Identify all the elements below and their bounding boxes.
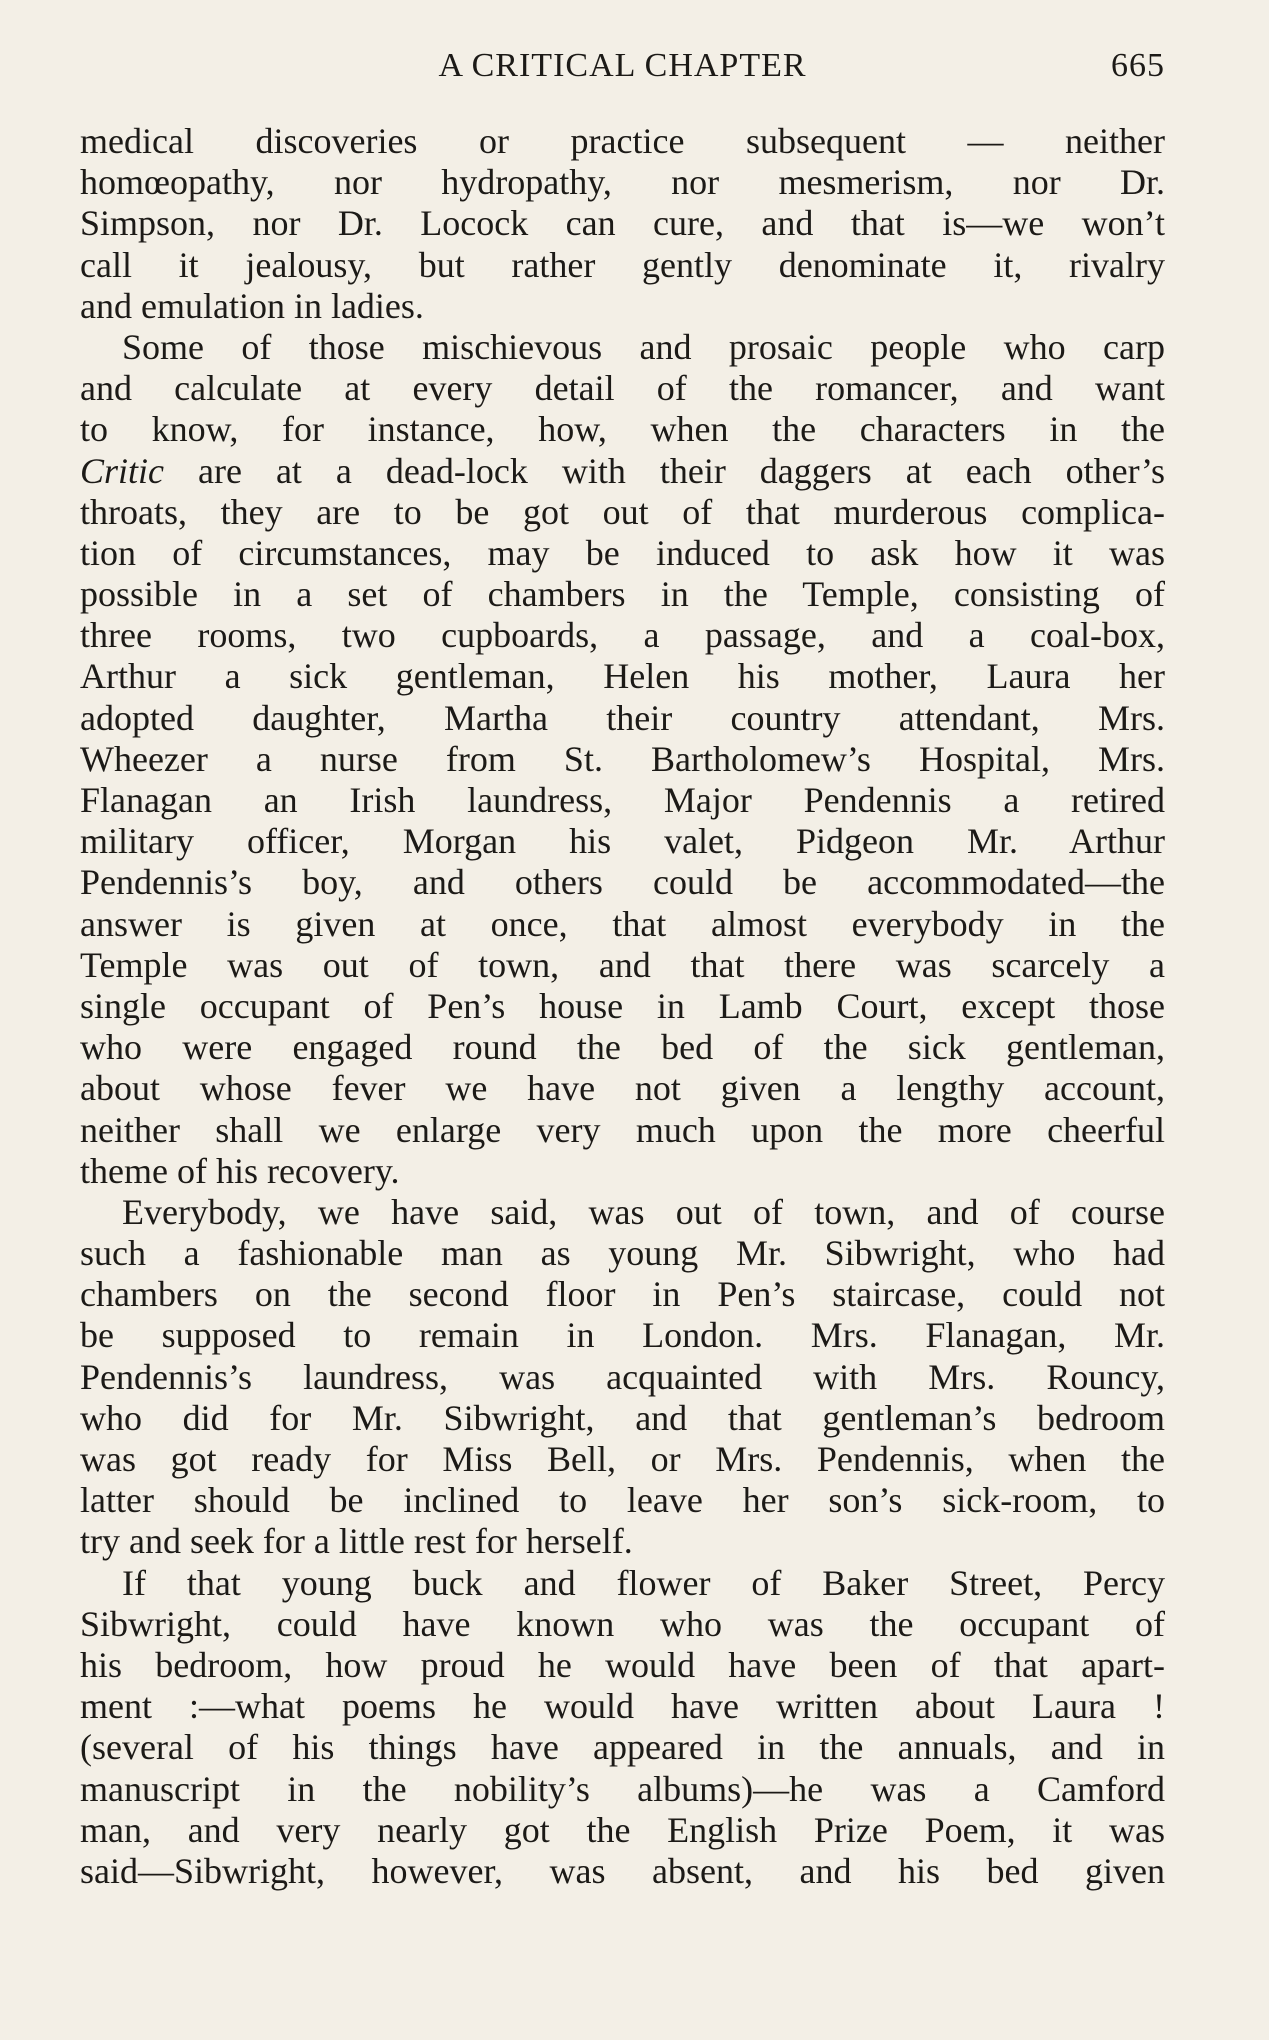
text-line: theme of his recovery.	[80, 1150, 400, 1191]
text-line: Some of those mischievous and prosaic people who carp	[122, 326, 1165, 367]
body-text	[80, 121, 1165, 1892]
text-line: neither shall we enlarge very much upon the more cheerful	[80, 1109, 1165, 1150]
text-line: Pendennis’s laundress, was acquainted with Mrs. Rouncy,	[80, 1356, 1165, 1397]
text-line: adopted daughter, Martha their country attendant, Mrs.	[80, 697, 1165, 738]
text-line: Pendennis’s boy, and others could be accommodated—the	[80, 862, 1165, 903]
text-line: and emulation in ladies.	[80, 285, 424, 326]
text-line: Temple was out of town, and that there was scarcely a	[80, 944, 1165, 985]
text-line: throats, they are to be got out of that murderous complica-	[80, 491, 1165, 532]
text-line: homœopathy, nor hydropathy, nor mesmerism, nor Dr.	[80, 162, 1165, 203]
italic-title-critic: Critic	[80, 450, 165, 491]
text-line: be supposed to remain in London. Mrs. Flanagan, Mr.	[80, 1315, 1165, 1356]
text-line: manuscript in the nobility’s albums)—he was a Camford	[80, 1768, 1165, 1809]
text-line: If that young buck and flower of Baker Street, Percy	[122, 1562, 1165, 1603]
text-line: call it jealousy, but rather gently denominate it, rivalry	[80, 244, 1165, 285]
text-line: his bedroom, how proud he would have been of that apart-	[80, 1644, 1165, 1685]
text-line: medical discoveries or practice subsequent — neither	[80, 121, 1165, 161]
running-head	[80, 40, 1165, 92]
text-line: answer is given at once, that almost everybody in the	[80, 903, 1165, 944]
text-line: Sibwright, could have known who was the occupant of	[80, 1603, 1165, 1644]
text-line: military officer, Morgan his valet, Pidgeon Mr. Arthur	[80, 821, 1165, 862]
text-line: tion of circumstances, may be induced to ask how it was	[80, 532, 1165, 573]
text-line: who were engaged round the bed of the sick gentleman,	[80, 1027, 1165, 1068]
running-title: A CRITICAL CHAPTER	[438, 47, 807, 84]
text-line: such a fashionable man as young Mr. Sibwright, who had	[80, 1233, 1165, 1274]
text-line: ment :—what poems he would have written about Laura !	[80, 1686, 1165, 1727]
text-line: man, and very nearly got the English Prize Poem, it was	[80, 1809, 1165, 1850]
text-line: about whose fever we have not given a lengthy account,	[80, 1068, 1165, 1109]
text-line: who did for Mr. Sibwright, and that gentleman’s bedroom	[80, 1397, 1165, 1438]
text-line: said—Sibwright, however, was absent, and his bed given	[80, 1850, 1165, 1891]
text-line: (several of his things have appeared in the annuals, and in	[80, 1727, 1165, 1768]
text-line: chambers on the second floor in Pen’s staircase, could not	[80, 1274, 1165, 1315]
text-line: Flanagan an Irish laundress, Major Pendennis a retired	[80, 780, 1165, 820]
text-line-remainder: are at a dead-lock with their daggers at each other’s	[164, 450, 1165, 491]
text-line: and calculate at every detail of the romancer, and want	[80, 368, 1165, 409]
text-line: single occupant of Pen’s house in Lamb Court, except those	[80, 985, 1165, 1026]
text-line: to know, for instance, how, when the characters in the	[80, 409, 1165, 450]
text-line-with-italic	[80, 451, 1165, 492]
text-line: possible in a set of chambers in the Temple, consisting of	[80, 574, 1165, 615]
page-number: 665	[1111, 47, 1165, 84]
text-line: was got ready for Miss Bell, or Mrs. Pendennis, when the	[80, 1439, 1165, 1479]
text-line: Arthur a sick gentleman, Helen his mother, Laura her	[80, 656, 1165, 697]
text-line: latter should be inclined to leave her son’s sick-room, to	[80, 1480, 1165, 1521]
text-line: three rooms, two cupboards, a passage, and a coal-box,	[80, 615, 1165, 656]
text-line: Everybody, we have said, was out of town, and of course	[122, 1191, 1165, 1232]
text-line: Simpson, nor Dr. Locock can cure, and that is—we won’t	[80, 203, 1165, 244]
text-line: Wheezer a nurse from St. Bartholomew’s Hospital, Mrs.	[80, 738, 1165, 779]
text-line: try and seek for a little rest for herself.	[80, 1521, 633, 1562]
